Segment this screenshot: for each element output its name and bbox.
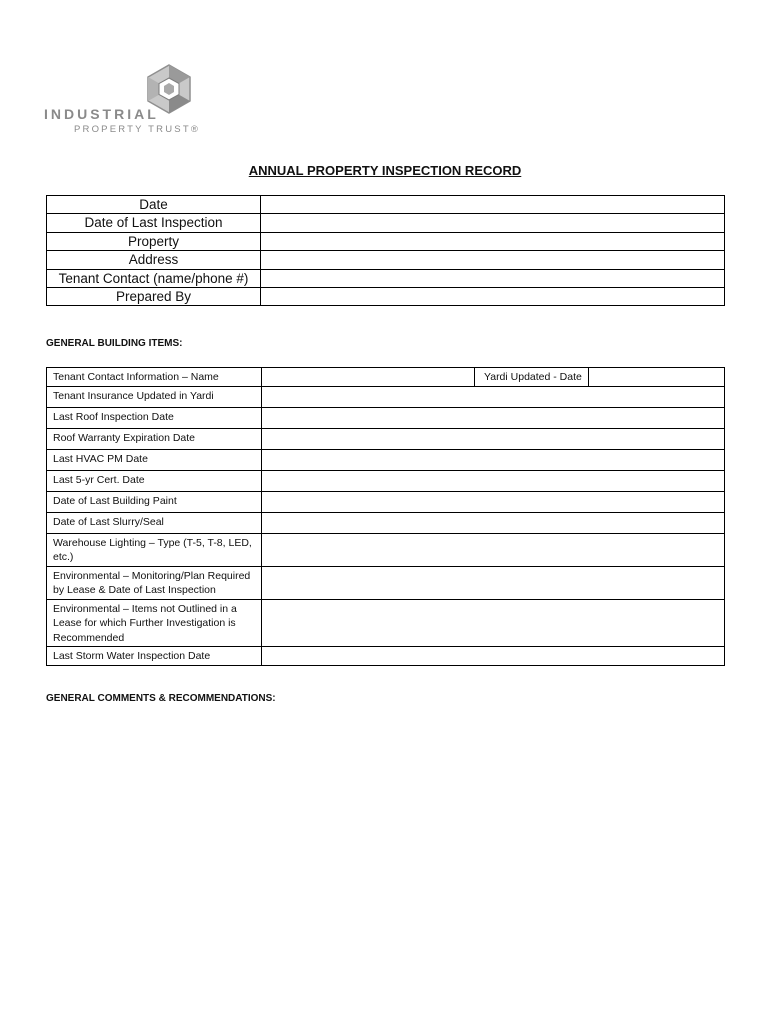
value-field[interactable] <box>262 386 725 407</box>
value-field[interactable] <box>262 470 725 491</box>
row-label: Date of Last Slurry/Seal <box>47 512 262 533</box>
table-row <box>47 196 725 214</box>
value-field[interactable] <box>262 566 725 599</box>
table-row <box>47 386 725 407</box>
row-label: Environmental – Monitoring/Plan Required by Lease & Date of Last Inspection <box>47 566 262 599</box>
yardi-label: Yardi Updated - Date <box>475 368 589 387</box>
table-row <box>47 269 725 287</box>
value-field[interactable] <box>261 196 725 214</box>
table-row <box>47 232 725 250</box>
company-name-line1: INDUSTRIAL <box>44 106 159 122</box>
table-row <box>47 470 725 491</box>
value-field[interactable] <box>261 232 725 250</box>
value-field[interactable] <box>262 533 725 566</box>
row-label: Date <box>47 196 261 214</box>
value-field[interactable] <box>261 287 725 305</box>
table-row <box>47 566 725 599</box>
row-label: Prepared By <box>47 287 261 305</box>
value-field[interactable] <box>262 491 725 512</box>
value-field[interactable] <box>262 599 725 647</box>
value-field[interactable] <box>262 647 725 666</box>
row-label: Address <box>47 251 261 269</box>
row-label: Warehouse Lighting – Type (T-5, T-8, LED, etc.) <box>47 533 262 566</box>
building-items-table <box>46 367 725 666</box>
row-label: Tenant Insurance Updated in Yardi <box>47 386 262 407</box>
company-name-line2: PROPERTY TRUST® <box>74 124 201 135</box>
table-row <box>47 214 725 232</box>
value-field[interactable] <box>262 512 725 533</box>
row-label: Last 5-yr Cert. Date <box>47 470 262 491</box>
table-row <box>47 407 725 428</box>
table-row <box>47 512 725 533</box>
table-row <box>47 368 725 387</box>
table-row <box>47 251 725 269</box>
row-label: Date of Last Inspection <box>47 214 261 232</box>
value-field[interactable] <box>261 214 725 232</box>
value-field[interactable] <box>262 368 475 387</box>
row-label: Last Storm Water Inspection Date <box>47 647 262 666</box>
value-field[interactable] <box>262 428 725 449</box>
table-row <box>47 428 725 449</box>
table-row <box>47 287 725 305</box>
table-row <box>47 647 725 666</box>
row-label: Property <box>47 232 261 250</box>
row-label: Tenant Contact Information – Name <box>47 368 262 387</box>
row-label: Date of Last Building Paint <box>47 491 262 512</box>
table-row <box>47 533 725 566</box>
table-row <box>47 449 725 470</box>
row-label: Last Roof Inspection Date <box>47 407 262 428</box>
row-label: Last HVAC PM Date <box>47 449 262 470</box>
row-label: Tenant Contact (name/phone #) <box>47 269 261 287</box>
summary-table <box>46 195 725 306</box>
company-logo <box>44 62 204 142</box>
row-label: Environmental – Items not Outlined in a Lease for which Further Investigation is Recommended <box>47 599 262 647</box>
value-field[interactable] <box>262 449 725 470</box>
general-building-heading: GENERAL BUILDING ITEMS: <box>46 338 183 349</box>
document-title: ANNUAL PROPERTY INSPECTION RECORD <box>248 163 522 178</box>
value-field[interactable] <box>261 251 725 269</box>
yardi-date-field[interactable] <box>589 368 725 387</box>
table-row <box>47 491 725 512</box>
value-field[interactable] <box>261 269 725 287</box>
value-field[interactable] <box>262 407 725 428</box>
row-label: Roof Warranty Expiration Date <box>47 428 262 449</box>
comments-heading: GENERAL COMMENTS & RECOMMENDATIONS: <box>46 693 276 704</box>
table-row <box>47 599 725 647</box>
